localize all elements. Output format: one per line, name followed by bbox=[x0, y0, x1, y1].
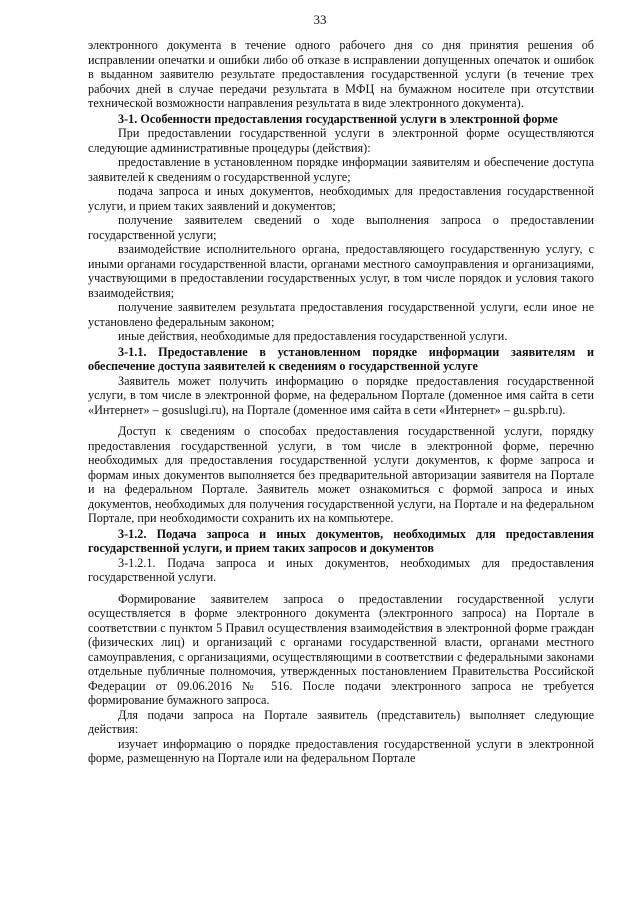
paragraph: взаимодействие исполнительного органа, предоставляющего государственную услугу, с иными органами государственной власти, органами местного самоуправления и организациями, участвующими в предоставлении государственных услуг, в том числе порядок и условия такого взаимодействия; bbox=[88, 242, 594, 300]
paragraph: При предоставлении государственной услуги в электронной форме осуществляются следующие административные процедуры (действия): bbox=[88, 126, 594, 155]
paragraph: электронного документа в течение одного рабочего дня со дня принятия решения об исправлении опечатки и ошибки либо об отказе в исправлении допущенных опечаток и ошибок в выданном заявителю результате предоставления государственной услуги (в течение трех рабочих дней в случае передачи результата в МФЦ на бумажном носителе при отсутствии технической возможности направления результата в виде электронного документа). bbox=[88, 38, 594, 110]
paragraph: предоставление в установленном порядке информации заявителям и обеспечение доступа заявителей к сведениям о государственной услуге; bbox=[88, 155, 594, 184]
section-heading: 3-1.2. Подача запроса и иных документов, необходимых для предоставления государственной услуги, и прием таких запросов и документов bbox=[88, 526, 594, 555]
paragraph: подача запроса и иных документов, необходимых для предоставления государственной услуги, и прием таких заявлений и документов; bbox=[88, 184, 594, 213]
paragraph: изучает информацию о порядке предоставления государственной услуги в электронной форме, размещенную на Портале или на федеральном Портале bbox=[88, 736, 594, 765]
page-number: 33 bbox=[313, 12, 327, 27]
paragraph: Формирование заявителем запроса о предоставлении государственной услуги осуществляется в форме электронного документа (электронного запроса) на Портале в соответствии с пунктом 5 Правил осуществления взаимодействия в электронной форме граждан (физических лиц) и организаций с органами государственной власти, органами местного самоуправления, с организациями, осуществляющими в соответствии с федеральными законами отдельные публичные полномочия, утвержденных постановлением Правительства Российской Федерации от 09.06.2016 № 516. После подачи электронного запроса не требуется формирование бумажного запроса. bbox=[88, 591, 594, 707]
section-heading: 3-1. Особенности предоставления государственной услуги в электронной форме bbox=[118, 111, 558, 126]
section-heading: 3-1.1. Предоставление в установленном порядке информации заявителям и обеспечение доступа заявителей к сведениям о государственной услуге bbox=[88, 344, 594, 373]
paragraph: получение заявителем результата предоставления государственной услуги, если иное не установлено федеральным законом; bbox=[88, 300, 594, 329]
paragraph: Доступ к сведениям о способах предоставления государственной услуги, порядку предоставления государственной услуги, в том числе в электронной форме, перечню необходимых для предоставления государственной услуги документов, к форме запроса и формам иных документов выполняется без предварительной авторизации заявителя на Портале и на федеральном Портале. Заявитель может ознакомиться с формой запроса и иных документов, необходимых для получения государственной услуги, на Портале и на федеральном Портале, при необходимости сохранить их на компьютере. bbox=[88, 424, 594, 525]
paragraph: иные действия, необходимые для предоставления государственной услуги. bbox=[118, 329, 508, 343]
paragraph: получение заявителем сведений о ходе выполнения запроса о предоставлении государственной услуги; bbox=[88, 213, 594, 242]
paragraph: Заявитель может получить информацию о порядке предоставления государственной услуги, в том числе в электронной форме, на федеральном Портале (доменное имя сайта в сети «Интернет» – gosuslugi.ru), на Портале (доменное имя сайта в сети «Интернет» – gu.spb.ru). bbox=[88, 373, 594, 417]
paragraph: Для подачи запроса на Портале заявитель (представитель) выполняет следующие действия: bbox=[88, 707, 594, 736]
document-body bbox=[88, 38, 594, 766]
paragraph: 3-1.2.1. Подача запроса и иных документов, необходимых для предоставления государственной услуги. bbox=[88, 555, 594, 584]
